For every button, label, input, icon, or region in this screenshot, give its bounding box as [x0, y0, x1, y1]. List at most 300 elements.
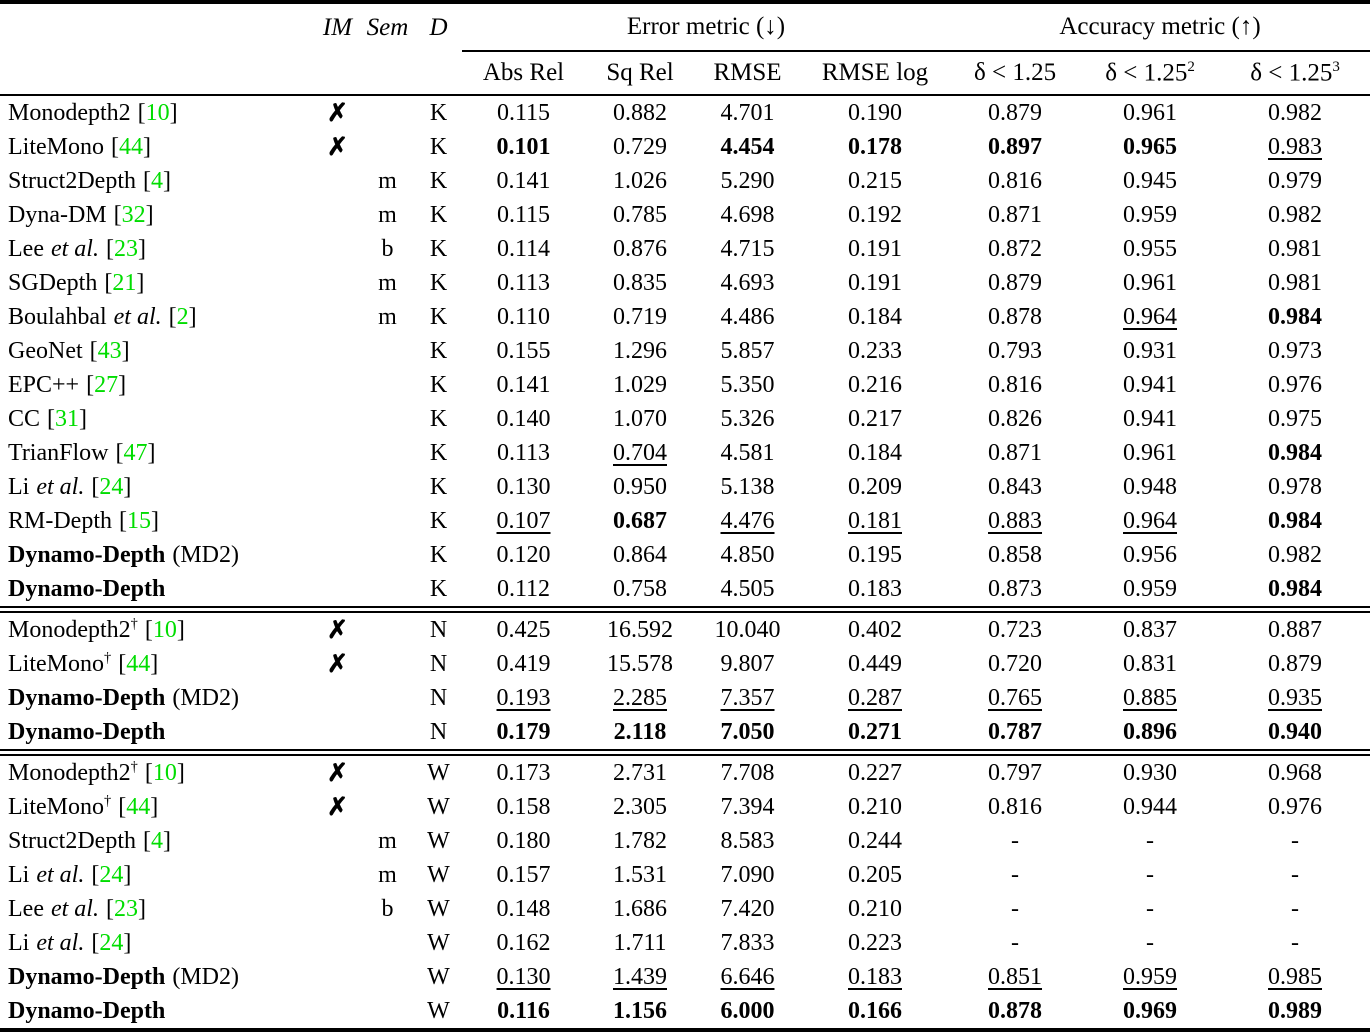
- metric-value: 0.961: [1123, 439, 1178, 466]
- cross-icon: ✗: [327, 134, 348, 161]
- metric-value: 0.793: [988, 337, 1043, 364]
- citation-number: 15: [127, 507, 151, 534]
- metric-cell: [1220, 960, 1370, 994]
- method-name: Dynamo-Depth: [8, 541, 166, 568]
- metric-value: 0.116: [497, 997, 550, 1024]
- metric-value: 0.178: [848, 133, 902, 160]
- dataset-cell: K: [429, 439, 448, 466]
- dataset-cell: N: [429, 684, 448, 711]
- metric-cell: [1220, 790, 1370, 824]
- method-name: CC: [8, 405, 41, 432]
- et-al-label: et al.: [50, 235, 99, 262]
- citation-link[interactable]: [44]: [118, 651, 159, 677]
- metric-cell: [800, 960, 950, 994]
- metric-value: 0.959: [1123, 963, 1178, 990]
- table-row: [0, 612, 1370, 647]
- cross-icon: ✗: [327, 760, 348, 787]
- dataset-cell: K: [429, 541, 448, 568]
- metric-cell: [1220, 572, 1370, 607]
- sem-cell: m: [378, 201, 397, 228]
- metric-cell: [800, 824, 950, 858]
- metric-cell: [1080, 926, 1220, 960]
- metric-cell: [695, 681, 800, 715]
- metric-cell: [462, 858, 585, 892]
- method-cell: [0, 232, 315, 266]
- metric-cell: [695, 790, 800, 824]
- metric-value: 0.969: [1123, 997, 1178, 1024]
- sem-cell: [360, 715, 415, 750]
- metric-cell: [462, 790, 585, 824]
- et-al-label: et al.: [36, 861, 85, 888]
- im-cell: [315, 926, 360, 960]
- citation-link[interactable]: [21]: [104, 269, 145, 296]
- metric-value: 0.975: [1268, 405, 1323, 432]
- table-row: [0, 994, 1370, 1028]
- metric-cell: [800, 892, 950, 926]
- table-row: [0, 960, 1370, 994]
- metric-cell: [800, 402, 950, 436]
- metric-cell: [800, 572, 950, 607]
- metric-cell: [1080, 504, 1220, 538]
- method-cell: [0, 647, 315, 681]
- table-section-2: [0, 755, 1370, 1028]
- metric-cell: [800, 164, 950, 198]
- metric-cell: [695, 368, 800, 402]
- citation-link[interactable]: [44]: [111, 133, 151, 160]
- metric-value: -: [1146, 827, 1155, 854]
- metric-value: 4.454: [720, 133, 775, 160]
- metric-cell: [1220, 926, 1370, 960]
- metric-cell: [695, 858, 800, 892]
- metric-header: [462, 51, 585, 95]
- metric-value: -: [1011, 861, 1020, 888]
- metric-value: 16.592: [607, 616, 673, 643]
- metric-value: 0.765: [988, 684, 1043, 711]
- citation-link[interactable]: [10]: [144, 760, 185, 786]
- metric-cell: [585, 334, 695, 368]
- header-metric-row: [0, 51, 1370, 95]
- dataset-cell: K: [429, 269, 448, 296]
- citation-link[interactable]: [4]: [142, 827, 171, 854]
- metric-value: 0.141: [496, 167, 551, 194]
- dataset-cell: W: [427, 929, 450, 956]
- im-cell: [315, 402, 360, 436]
- metric-value: 0.983: [1268, 133, 1323, 160]
- sem-cell: b: [381, 895, 394, 922]
- metric-cell: [1080, 95, 1220, 130]
- metric-value: 6.000: [720, 997, 775, 1024]
- metric-value: 5.138: [720, 473, 775, 500]
- im-cell: [315, 960, 360, 994]
- method-cell: [0, 612, 315, 647]
- cross-icon: ✗: [327, 794, 348, 821]
- im-cell: [315, 612, 360, 647]
- method-name: Boulahbal: [8, 303, 107, 330]
- metric-value: 0.873: [988, 575, 1043, 602]
- metric-value: -: [1291, 861, 1300, 888]
- metric-cell: [800, 612, 950, 647]
- metric-value: 0.723: [988, 616, 1043, 643]
- citation-number: 24: [99, 861, 124, 888]
- citation-link[interactable]: [10]: [137, 99, 178, 126]
- citation-link[interactable]: [15]: [119, 507, 159, 534]
- dataset-column-header: D: [429, 13, 448, 41]
- table-row: [0, 198, 1370, 232]
- metric-cell: [585, 436, 695, 470]
- metric-cell: [1220, 647, 1370, 681]
- metric-value: 0.140: [496, 405, 551, 432]
- metric-value: 4.505: [720, 575, 775, 602]
- table-row: [0, 647, 1370, 681]
- dagger-mark: †: [130, 616, 138, 632]
- im-column-header: IM: [322, 13, 353, 41]
- metric-value: 1.531: [613, 861, 667, 888]
- method-name: TrianFlow: [8, 439, 109, 466]
- method-cell: [0, 715, 315, 750]
- sem-cell: [360, 790, 415, 824]
- method-name: Dynamo-Depth: [8, 963, 166, 990]
- metric-value: 0.130: [496, 473, 551, 500]
- sem-cell: b: [381, 235, 394, 262]
- table-header: [0, 4, 1370, 95]
- table-row: [0, 892, 1370, 926]
- metric-value: 0.885: [1123, 684, 1178, 711]
- metric-cell: [1080, 538, 1220, 572]
- citation-number: 44: [126, 651, 151, 677]
- metric-value: 7.708: [720, 759, 775, 786]
- sem-cell: [360, 538, 415, 572]
- metric-cell: [462, 436, 585, 470]
- metric-cell: [1080, 402, 1220, 436]
- metric-cell: [585, 572, 695, 607]
- metric-value: 1.026: [613, 167, 667, 194]
- im-cell: [315, 715, 360, 750]
- metric-value: 4.698: [720, 201, 775, 228]
- metric-value: 0.978: [1268, 473, 1323, 500]
- citation-link[interactable]: [24]: [91, 929, 132, 956]
- metric-cell: [950, 892, 1080, 926]
- method-cell: [0, 538, 315, 572]
- metric-value: 5.290: [720, 167, 775, 194]
- metric-value: 2.118: [613, 718, 667, 745]
- metric-cell: [1220, 470, 1370, 504]
- metric-cell: [462, 681, 585, 715]
- metric-cell: [1220, 402, 1370, 436]
- method-cell: [0, 994, 315, 1028]
- metric-value: 0.981: [1268, 235, 1323, 262]
- metric-cell: [695, 198, 800, 232]
- dataset-cell: W: [427, 861, 450, 888]
- metric-cell: [950, 334, 1080, 368]
- citation-link[interactable]: [2]: [168, 303, 197, 330]
- metric-cell: [1080, 681, 1220, 715]
- metric-header: [585, 51, 695, 95]
- dataset-cell: W: [427, 895, 450, 922]
- metric-header: [695, 51, 800, 95]
- metric-cell: [950, 95, 1080, 130]
- metric-value: 0.981: [1268, 269, 1323, 296]
- sem-cell: [360, 470, 415, 504]
- sem-cell: [360, 368, 415, 402]
- metric-value: 1.686: [613, 895, 667, 922]
- metric-cell: [462, 402, 585, 436]
- metric-value: 15.578: [607, 650, 673, 677]
- dataset-cell: K: [429, 473, 448, 500]
- metric-cell: [800, 790, 950, 824]
- citation-link[interactable]: [27]: [86, 371, 127, 398]
- citation-link[interactable]: [10]: [144, 617, 185, 643]
- metric-value: 0.148: [496, 895, 551, 922]
- metric-cell: [585, 504, 695, 538]
- im-cell: [315, 334, 360, 368]
- metric-value: 0.976: [1268, 371, 1323, 398]
- et-al-label: et al.: [36, 473, 85, 500]
- method-cell: [0, 892, 315, 926]
- metric-cell: [695, 538, 800, 572]
- metric-value: 0.114: [496, 235, 551, 262]
- metric-value: 0.183: [848, 575, 902, 602]
- sem-column-header: Sem: [366, 13, 409, 41]
- metric-value: 0.956: [1123, 541, 1178, 568]
- citation-link[interactable]: [43]: [89, 337, 130, 364]
- accuracy-metric-group-header: Accuracy metric (↑): [950, 4, 1370, 51]
- table-row: [0, 858, 1370, 892]
- metric-value: 0.851: [988, 963, 1043, 990]
- method-name: Struct2Depth: [8, 827, 136, 854]
- method-cell: [0, 402, 315, 436]
- table-row: [0, 300, 1370, 334]
- metric-value: 0.184: [848, 303, 902, 330]
- metric-cell: [1080, 858, 1220, 892]
- metric-cell: [800, 198, 950, 232]
- metric-value: 0.787: [988, 718, 1043, 745]
- sem-cell: [360, 504, 415, 538]
- citation-number: 24: [99, 929, 124, 956]
- sem-cell: [360, 647, 415, 681]
- metric-header: [950, 51, 1080, 95]
- metric-value: 0.216: [848, 371, 902, 398]
- metric-value: 0.979: [1268, 167, 1323, 194]
- metric-value: 4.486: [720, 303, 775, 330]
- metric-value: 0.959: [1123, 201, 1178, 228]
- metric-header-exponent: 3: [1332, 58, 1340, 75]
- metric-cell: [695, 504, 800, 538]
- metric-value: 0.704: [613, 439, 667, 466]
- metric-cell: [950, 232, 1080, 266]
- metric-cell: [585, 926, 695, 960]
- metric-value: 4.715: [720, 235, 775, 262]
- metric-cell: [1220, 232, 1370, 266]
- metric-cell: [950, 368, 1080, 402]
- metric-value: 0.173: [496, 759, 551, 786]
- metric-value: -: [1011, 827, 1020, 854]
- metric-value: 0.944: [1123, 793, 1178, 820]
- metric-cell: [585, 164, 695, 198]
- sem-cell: [360, 612, 415, 647]
- metric-cell: [800, 504, 950, 538]
- metric-cell: [950, 470, 1080, 504]
- table-row: [0, 572, 1370, 607]
- metric-cell: [800, 755, 950, 790]
- metric-cell: [950, 436, 1080, 470]
- method-name: LiteMono: [8, 133, 104, 160]
- metric-value: 2.731: [613, 759, 667, 786]
- cross-icon: ✗: [327, 651, 348, 678]
- cross-icon: ✗: [327, 617, 348, 644]
- metric-value: 0.831: [1123, 650, 1178, 677]
- metric-cell: [585, 858, 695, 892]
- metric-value: 0.973: [1268, 337, 1323, 364]
- metric-cell: [462, 824, 585, 858]
- metric-cell: [462, 368, 585, 402]
- metric-value: 5.350: [720, 371, 775, 398]
- metric-cell: [1080, 755, 1220, 790]
- im-cell: [315, 436, 360, 470]
- metric-cell: [695, 647, 800, 681]
- dataset-cell: W: [427, 827, 450, 854]
- empty-header-cell: [415, 51, 462, 95]
- method-name: Lee: [8, 235, 44, 262]
- metric-cell: [585, 232, 695, 266]
- metric-cell: [950, 572, 1080, 607]
- metric-cell: [800, 994, 950, 1028]
- metric-value: 0.878: [988, 997, 1043, 1024]
- metric-cell: [695, 824, 800, 858]
- metric-value: 0.940: [1268, 718, 1323, 745]
- dataset-cell: N: [429, 616, 448, 643]
- metric-value: 1.711: [613, 929, 667, 956]
- metric-cell: [585, 368, 695, 402]
- metric-cell: [950, 960, 1080, 994]
- metric-value: 6.646: [720, 963, 775, 990]
- metric-value: 0.887: [1268, 616, 1323, 643]
- citation-link[interactable]: [31]: [47, 405, 88, 432]
- metric-cell: [1220, 164, 1370, 198]
- metric-value: 0.107: [496, 507, 551, 534]
- metric-cell: [800, 926, 950, 960]
- sem-cell: m: [378, 303, 397, 330]
- metric-value: 0.941: [1123, 405, 1178, 432]
- method-note: (MD2): [172, 963, 239, 990]
- metric-cell: [950, 790, 1080, 824]
- sem-cell: [360, 926, 415, 960]
- citation-number: 4: [150, 167, 163, 194]
- im-cell: [315, 892, 360, 926]
- metric-value: 0.965: [1123, 133, 1178, 160]
- metric-cell: [800, 470, 950, 504]
- method-name: Lee: [8, 895, 44, 922]
- metric-cell: [695, 994, 800, 1028]
- metric-value: 0.192: [848, 201, 902, 228]
- metric-cell: [950, 266, 1080, 300]
- sem-cell: [360, 436, 415, 470]
- metric-value: 0.227: [848, 759, 902, 786]
- citation-link[interactable]: [47]: [115, 439, 156, 466]
- metric-value: 7.357: [720, 684, 775, 711]
- metric-cell: [695, 436, 800, 470]
- metric-value: 9.807: [720, 650, 775, 677]
- metric-cell: [1080, 715, 1220, 750]
- metric-value: -: [1146, 929, 1155, 956]
- metric-cell: [800, 266, 950, 300]
- metric-value: 0.879: [988, 99, 1043, 126]
- citation-link[interactable]: [23]: [105, 895, 146, 922]
- metric-value: -: [1291, 929, 1300, 956]
- metric-value: 4.701: [720, 99, 775, 126]
- table-row: [0, 790, 1370, 824]
- metric-value: 0.985: [1268, 963, 1323, 990]
- citation-link[interactable]: [44]: [118, 794, 159, 820]
- metric-cell: [1080, 334, 1220, 368]
- metric-value: -: [1011, 929, 1020, 956]
- citation-link[interactable]: [24]: [91, 473, 132, 500]
- metric-cell: [950, 538, 1080, 572]
- et-al-label: et al.: [113, 303, 162, 330]
- im-cell: [315, 266, 360, 300]
- metric-cell: [800, 858, 950, 892]
- citation-number: 27: [94, 371, 119, 398]
- metric-value: 0.982: [1268, 201, 1323, 228]
- metric-value: 0.797: [988, 759, 1043, 786]
- metric-cell: [695, 300, 800, 334]
- metric-value: 0.948: [1123, 473, 1178, 500]
- metric-value: 0.210: [848, 895, 902, 922]
- metric-cell: [585, 402, 695, 436]
- metric-value: 7.050: [720, 718, 775, 745]
- metric-cell: [462, 266, 585, 300]
- citation-link[interactable]: [23]: [105, 235, 146, 262]
- method-cell: [0, 790, 315, 824]
- metric-cell: [585, 892, 695, 926]
- empty-header-cell: [315, 51, 360, 95]
- metric-cell: [800, 95, 950, 130]
- metric-value: 0.157: [496, 861, 551, 888]
- metric-value: 0.120: [496, 541, 551, 568]
- metric-header-label: δ < 1.25: [973, 59, 1057, 86]
- dagger-mark: †: [104, 793, 112, 809]
- citation-link[interactable]: [32]: [113, 201, 154, 228]
- citation-link[interactable]: [4]: [142, 167, 171, 194]
- metric-cell: [800, 300, 950, 334]
- metric-cell: [950, 130, 1080, 164]
- metric-cell: [1220, 95, 1370, 130]
- method-cell: [0, 960, 315, 994]
- metric-cell: [1080, 892, 1220, 926]
- metric-value: 0.837: [1123, 616, 1178, 643]
- metric-cell: [1220, 266, 1370, 300]
- dataset-cell: K: [429, 575, 448, 602]
- metric-cell: [1080, 572, 1220, 607]
- metric-cell: [695, 960, 800, 994]
- metric-cell: [800, 368, 950, 402]
- metric-value: 0.897: [988, 133, 1043, 160]
- citation-link[interactable]: [24]: [91, 861, 132, 888]
- metric-cell: [585, 300, 695, 334]
- citation-number: 2: [176, 303, 189, 330]
- table-row: [0, 266, 1370, 300]
- method-name: Dynamo-Depth: [8, 718, 166, 745]
- metric-cell: [1080, 164, 1220, 198]
- metric-cell: [585, 994, 695, 1028]
- metric-value: 0.984: [1268, 303, 1323, 330]
- dataset-cell: K: [429, 405, 448, 432]
- metric-cell: [1080, 232, 1220, 266]
- metric-cell: [462, 892, 585, 926]
- metric-value: 0.816: [988, 371, 1043, 398]
- metric-header-label: δ < 1.25: [1250, 59, 1333, 87]
- metric-value: -: [1011, 895, 1020, 922]
- im-cell: [315, 504, 360, 538]
